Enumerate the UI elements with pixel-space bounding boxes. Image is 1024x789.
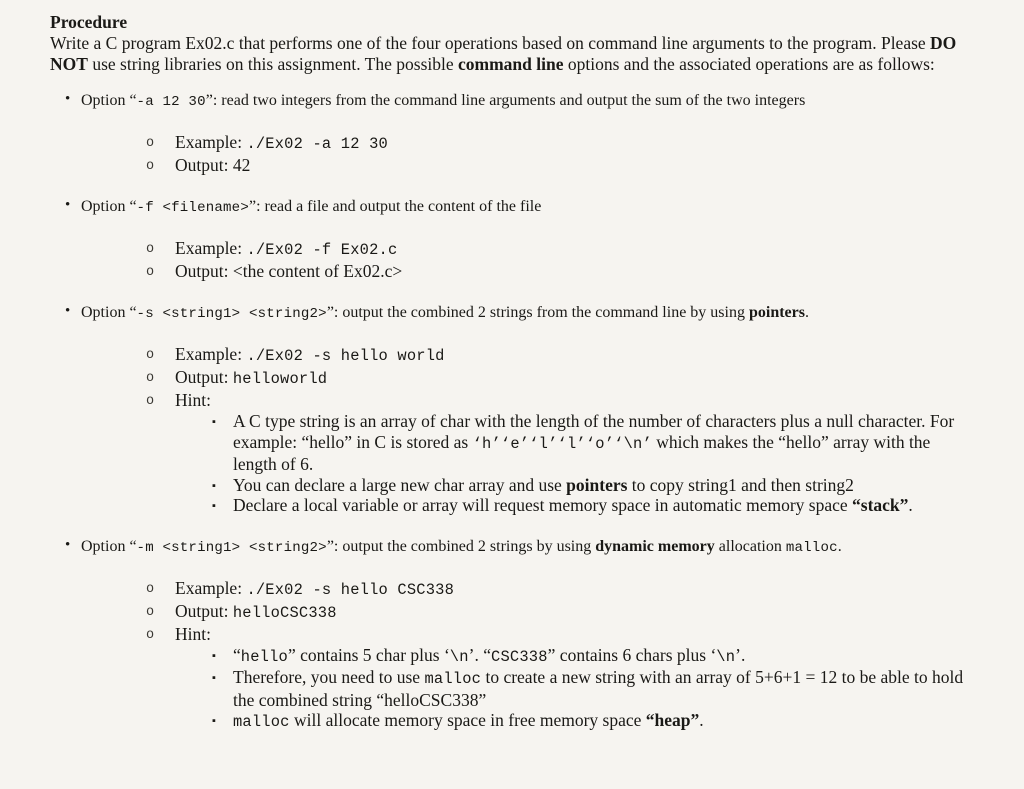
text-segment: ./Ex02 -a 12 30 bbox=[246, 135, 388, 153]
text-segment: ”: output the combined 2 strings by using bbox=[326, 537, 596, 555]
hint-line bbox=[211, 645, 964, 668]
text-segment: . bbox=[804, 304, 809, 321]
text-segment: ”: output the combined 2 strings from the command line by using bbox=[326, 304, 749, 321]
text-segment: A C type string is an array of char with the length of the number of characters plus a null character. For example: “hello” in C is stored as bbox=[233, 411, 955, 452]
text-segment: “heap” bbox=[645, 710, 700, 730]
option-f-output-line bbox=[145, 261, 964, 282]
text-segment: \n bbox=[716, 647, 736, 666]
text-segment: Output: 42 bbox=[175, 155, 251, 175]
option-m-hint-list bbox=[211, 645, 964, 733]
text-segment: ” contains 6 chars plus ‘ bbox=[547, 644, 717, 665]
text-segment: Example: bbox=[175, 238, 247, 258]
text-segment: Example: bbox=[175, 132, 247, 152]
text-segment: ./Ex02 -s hello CSC338 bbox=[246, 580, 455, 599]
hint-line bbox=[211, 495, 964, 516]
text-segment: -a 12 30 bbox=[136, 94, 206, 110]
text-segment: Option “ bbox=[81, 304, 137, 321]
text-segment: ’. “ bbox=[468, 644, 492, 665]
text-segment: . bbox=[699, 710, 704, 730]
option-s-sublist bbox=[145, 344, 964, 516]
option-a-example-line bbox=[145, 132, 964, 155]
section-heading: Procedure bbox=[50, 12, 128, 32]
text-segment: ”: read a file and output the content of the file bbox=[248, 198, 542, 215]
text-segment: . bbox=[908, 495, 913, 515]
option-item-s bbox=[65, 303, 964, 516]
text-segment: DO NOT bbox=[50, 33, 957, 74]
text-segment: ”: read two integers from the command line arguments and output the sum of the two integers bbox=[205, 92, 806, 109]
option-m-output-line bbox=[145, 601, 964, 624]
text-segment: Declare a local variable or array will request memory space in automatic memory space bbox=[233, 495, 853, 515]
text-segment: which makes the “hello” array with the length of 6. bbox=[233, 431, 931, 474]
text-segment: malloc bbox=[424, 670, 482, 688]
text-segment: Therefore, you need to use bbox=[233, 667, 425, 687]
text-segment: malloc bbox=[785, 539, 838, 556]
text-segment: Example: bbox=[175, 577, 247, 598]
option-f-sublist bbox=[145, 238, 964, 282]
text-segment: dynamic memory bbox=[595, 537, 715, 555]
text-segment: \n bbox=[449, 647, 469, 666]
hint-line bbox=[211, 667, 964, 710]
text-segment: options and the associated operations are as follows: bbox=[563, 53, 935, 74]
intro-paragraph bbox=[50, 33, 958, 74]
text-segment: Output: bbox=[175, 367, 233, 387]
option-item-f bbox=[65, 197, 964, 282]
option-m-label bbox=[81, 537, 961, 558]
text-segment: ’. bbox=[735, 644, 746, 665]
text-segment: Write a C program Ex02.c that performs one of the four operations based on command line arguments to the program. Please bbox=[50, 33, 931, 53]
text-segment: CSC338 bbox=[491, 647, 548, 666]
option-m-hint-label bbox=[175, 624, 964, 645]
text-segment: helloworld bbox=[232, 370, 328, 388]
text-segment: hello bbox=[240, 647, 288, 666]
option-m-sublist bbox=[145, 578, 964, 733]
text-segment: Hint: bbox=[175, 623, 211, 644]
text-segment: -s <string1> <string2> bbox=[136, 306, 327, 322]
option-a-label bbox=[81, 91, 961, 112]
option-a-sublist bbox=[145, 132, 964, 176]
option-m-hint-item bbox=[145, 624, 964, 733]
hint-line bbox=[211, 475, 964, 496]
text-segment: Option “ bbox=[81, 537, 137, 555]
text-segment: ./Ex02 -f Ex02.c bbox=[246, 241, 398, 259]
text-segment: will allocate memory space in free memory space bbox=[289, 710, 646, 730]
text-segment: . bbox=[837, 537, 842, 555]
text-segment: “stack” bbox=[852, 495, 909, 515]
text-segment: -m <string1> <string2> bbox=[136, 539, 327, 556]
text-segment: pointers bbox=[566, 474, 628, 495]
option-item-a bbox=[65, 91, 964, 176]
text-segment: You can declare a large new char array and use bbox=[233, 474, 567, 495]
option-s-example-line bbox=[145, 344, 964, 367]
text-segment: ” contains 5 char plus ‘ bbox=[287, 644, 450, 665]
option-s-hint-list bbox=[211, 411, 964, 516]
option-s-hint-label bbox=[175, 390, 964, 411]
option-item-m bbox=[65, 537, 964, 733]
option-s-label bbox=[81, 303, 961, 324]
text-segment: Option “ bbox=[81, 92, 137, 109]
text-segment: Output: bbox=[175, 600, 233, 621]
text-segment: pointers bbox=[748, 304, 805, 321]
text-segment: helloCSC338 bbox=[232, 603, 337, 622]
option-f-label bbox=[81, 197, 961, 218]
text-segment: ‘h’‘e’‘l’‘l’‘o’‘\n’ bbox=[472, 434, 652, 453]
text-segment: Option “ bbox=[81, 198, 137, 215]
text-segment: to copy string1 and then string2 bbox=[627, 474, 854, 495]
text-segment: malloc bbox=[233, 713, 290, 731]
text-segment: allocation bbox=[714, 537, 786, 555]
option-s-output-line bbox=[145, 367, 964, 390]
text-segment: to create a new string with an array of 5+6+1 = 12 to be able to hold the combined string “helloCSC338” bbox=[233, 667, 964, 710]
hint-line bbox=[211, 710, 964, 733]
text-segment: -f <filename> bbox=[136, 200, 249, 216]
text-segment: command line bbox=[458, 53, 564, 74]
text-segment: ./Ex02 -s hello world bbox=[246, 347, 445, 365]
hint-line bbox=[211, 411, 964, 475]
text-segment: use string libraries on this assignment. The possible bbox=[87, 53, 458, 74]
option-f-example-line bbox=[145, 238, 964, 261]
option-m-example-line bbox=[145, 578, 964, 601]
text-segment: “ bbox=[233, 644, 241, 665]
text-segment: Output: <the content of Ex02.c> bbox=[175, 261, 403, 281]
option-s-hint-item bbox=[145, 390, 964, 516]
text-segment: Example: bbox=[175, 344, 247, 364]
options-list bbox=[65, 91, 964, 733]
option-a-output-line bbox=[145, 155, 964, 176]
text-segment: Hint: bbox=[175, 390, 211, 410]
